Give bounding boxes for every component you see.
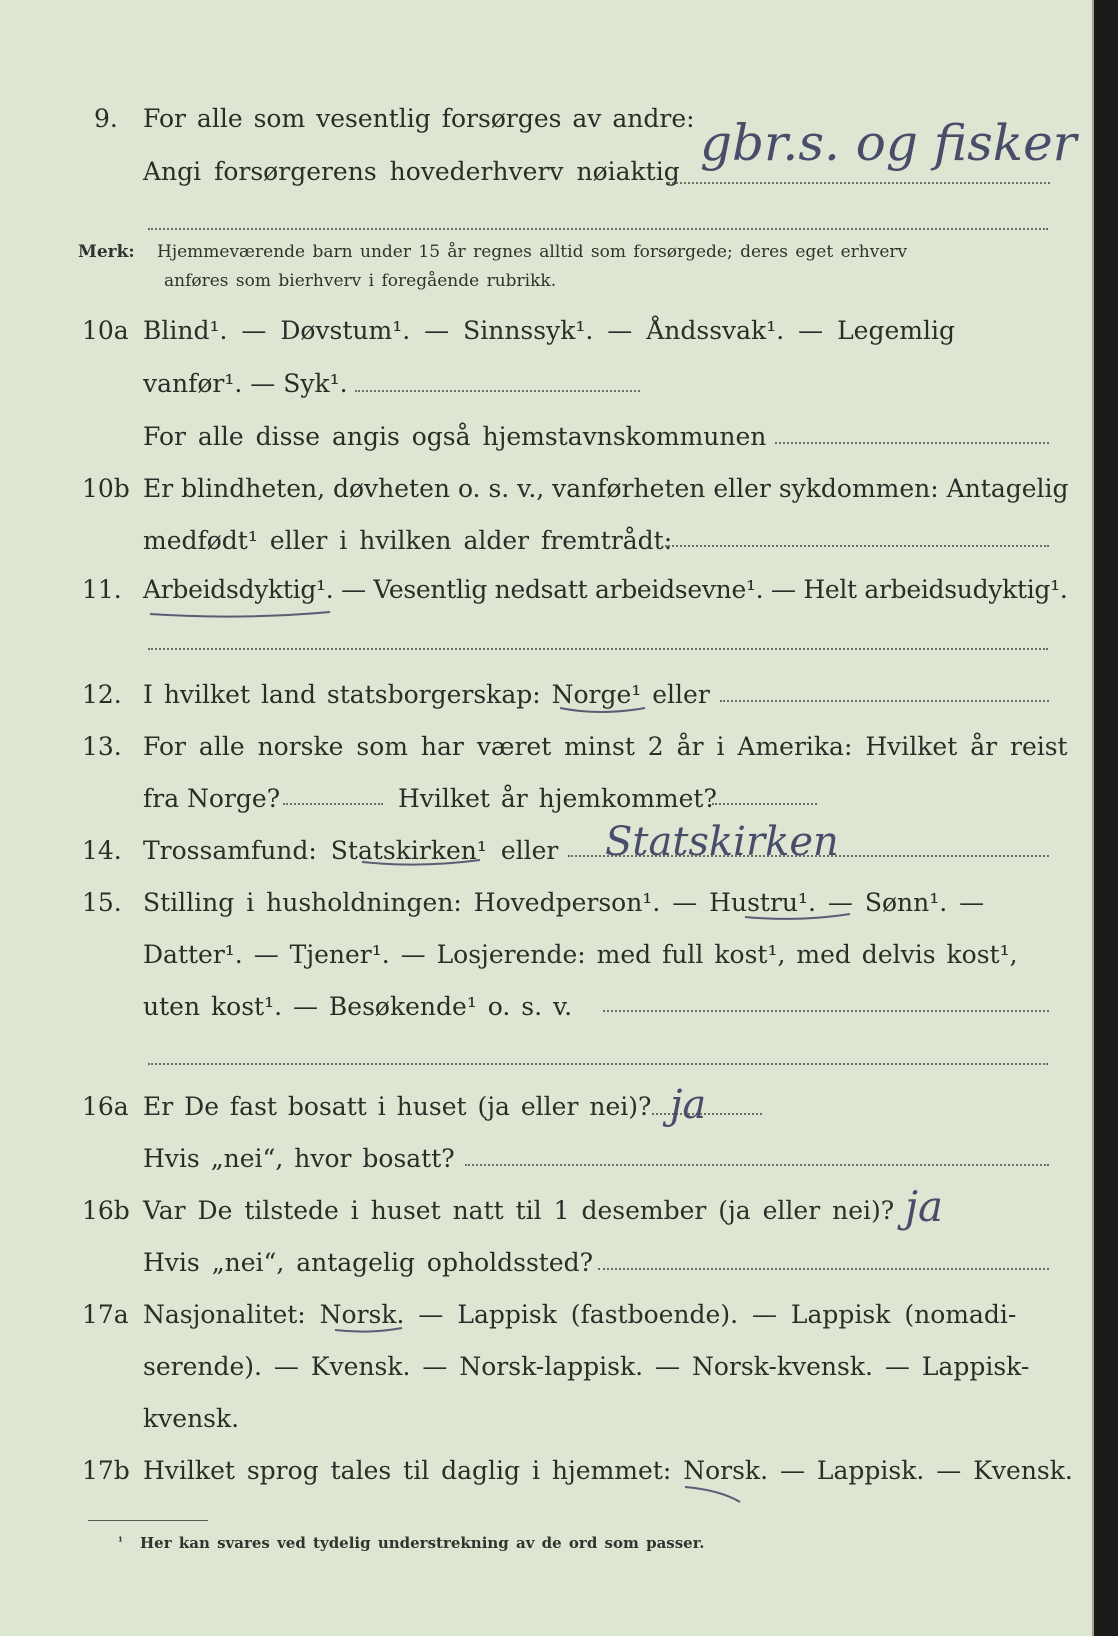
question-10b-line-2: medfødt¹ eller i hvilken alder fremtrådt: — [143, 526, 673, 555]
question-17a-line-1: Nasjonalitet: Norsk. — Lappisk (fastboende). — Lappisk (nomadi- — [143, 1300, 1017, 1329]
question-number: 15. — [82, 888, 122, 917]
handwritten-answer-14: Statskirken — [605, 819, 839, 865]
question-number: 9. — [94, 104, 118, 133]
question-9-line-2: Angi forsørgerens hovederhverv nøiaktig — [143, 157, 680, 186]
question-number: 17a — [82, 1300, 129, 1329]
question-10a-line-3: For alle disse angis også hjemstavnskommunen — [143, 422, 767, 451]
question-number: 11. — [82, 575, 122, 604]
question-16a-line-1: Er De fast bosatt i huset (ja eller nei)? — [143, 1092, 652, 1121]
underline-mark — [560, 708, 645, 712]
question-13-line-2a: fra Norge? — [143, 784, 281, 813]
handwritten-answer-16b: ja — [905, 1182, 944, 1231]
handwritten-answer-9: gbr.s. og fisker — [700, 114, 1077, 172]
note-line-1: Hjemmeværende barn under 15 år regnes alltid som forsørgede; deres eget erhverv — [157, 242, 908, 262]
question-16b-line-1: Var De tilstede i huset natt til 1 desember (ja eller nei)? — [143, 1196, 895, 1225]
underline-mark — [745, 914, 850, 919]
question-13-line-2b: Hvilket år hjemkommet? — [398, 784, 717, 813]
question-16b-line-2: Hvis „nei“, antagelig opholdssted? — [143, 1248, 594, 1277]
question-number: 10a — [82, 316, 129, 345]
question-10a-line-2: vanfør¹. — Syk¹. — [143, 369, 348, 398]
question-10b-line-1: Er blindheten, døvheten o. s. v., vanførheten eller sykdommen: Antagelig — [143, 474, 1069, 503]
question-12-line-1: I hvilket land statsborgerskap: Norge¹ eller — [143, 680, 710, 709]
footnote-text: Her kan svares ved tydelig understrekning av de ord som passer. — [140, 1534, 705, 1552]
underline-mark — [335, 1328, 402, 1332]
note-label: Merk: — [78, 242, 135, 262]
question-number: 10b — [82, 474, 130, 503]
question-number: 17b — [82, 1456, 130, 1485]
question-11-line-1: Arbeidsdyktig¹. — Vesentlig nedsatt arbeidsevne¹. — Helt arbeidsudyktig¹. — [143, 575, 1068, 604]
question-16a-line-2: Hvis „nei“, hvor bosatt? — [143, 1144, 455, 1173]
question-10a-line-1: Blind¹. — Døvstum¹. — Sinnssyk¹. — Åndssvak¹. — Legemlig — [143, 316, 955, 345]
question-17a-line-2: serende). — Kvensk. — Norsk-lappisk. — Norsk-kvensk. — Lappisk- — [143, 1352, 1030, 1381]
underline-mark — [362, 860, 480, 865]
question-17b-line-1: Hvilket sprog tales til daglig i hjemmet: Norsk. — Lappisk. — Kvensk. — [143, 1456, 1073, 1485]
question-number: 14. — [82, 836, 122, 865]
question-15-line-3: uten kost¹. — Besøkende¹ o. s. v. — [143, 992, 573, 1021]
question-15-line-2: Datter¹. — Tjener¹. — Losjerende: med full kost¹, med delvis kost¹, — [143, 940, 1018, 969]
question-9-line-1: For alle som vesentlig forsørges av andre: — [143, 104, 695, 133]
underline-mark — [150, 612, 330, 617]
question-number: 16a — [82, 1092, 129, 1121]
handwritten-answer-16a: ja — [670, 1082, 707, 1128]
question-number: 12. — [82, 680, 122, 709]
note-line-2: anføres som bierhverv i foregående rubrikk. — [164, 271, 557, 291]
question-number: 13. — [82, 732, 122, 761]
footnote-mark: ¹ — [118, 1535, 123, 1548]
underline-mark — [685, 1487, 740, 1502]
question-17a-line-3: kvensk. — [143, 1404, 240, 1433]
question-15-line-1: Stilling i husholdningen: Hovedperson¹. — Hustru¹. — Sønn¹. — — [143, 888, 985, 917]
question-13-line-1: For alle norske som har været minst 2 år i Amerika: Hvilket år reist — [143, 732, 1068, 761]
question-number: 16b — [82, 1196, 130, 1225]
question-14-line-1: Trossamfund: Statskirken¹ eller — [143, 836, 559, 865]
